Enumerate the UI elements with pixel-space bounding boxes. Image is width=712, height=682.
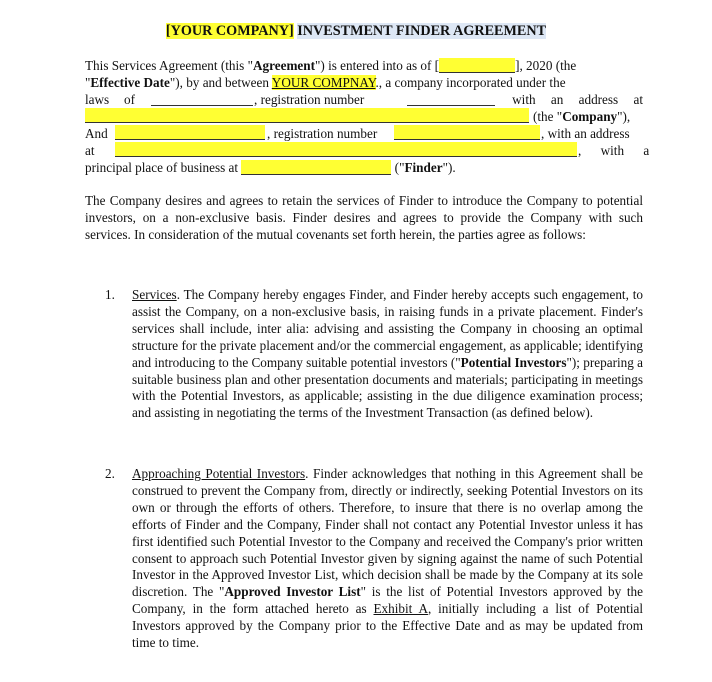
registration-number-blank[interactable] (407, 93, 495, 106)
finder-registration-blank[interactable] (394, 125, 540, 140)
preamble-line-1: This Services Agreement (this "Agreement") is entered into as of [ ], 2020 (the (85, 58, 577, 73)
company-term: Company (562, 109, 618, 124)
preamble-line-5: And , registration number , with an address (85, 126, 630, 141)
effective-date-term: Effective Date (90, 75, 170, 90)
finder-address-blank[interactable] (115, 142, 577, 157)
section-number: 2. (105, 466, 115, 481)
preamble-line-4: (the "Company"), (85, 108, 643, 125)
preamble-line-2: "Effective Date"), by and between YOUR COMPNAY., a company incorporated under the (85, 75, 566, 90)
finder-term: Finder (404, 160, 443, 175)
section-2-text: Approaching Potential Investors. Finder acknowledges that nothing in this Agreement shall be construed to prevent the Company from, directly or indirectly, seeking Potential Investors on its own or through the efforts of others. Therefore, to insure that there is no overlap among the efforts of Finder and the Company, Finder shall not contact any Potential Investor unless it has first identified such Potential Investor to the Company and received the Company's prior written consent to approach such Potential Investor given by signing against the name of such Potential Investor in the Approved Investor List, which decision shall be made by the Company at its sole discretion. The "Approved Investor List" is the list of Potential Investors approved by the Company, in the form attached hereto as Exhibit A, initially including a list of Potential Investors approved by the Company prior to the Effective Date and as may be updated from time to time. (132, 466, 644, 651)
section-heading: Services (132, 287, 177, 302)
company-placeholder[interactable]: [YOUR COMPANY] (165, 23, 294, 39)
defined-term: Potential Investors (460, 354, 567, 370)
agreement-term: Agreement (253, 58, 316, 73)
title-text: INVESTMENT FINDER AGREEMENT (297, 23, 547, 39)
document-title (0, 21, 712, 41)
company-name-placeholder[interactable]: YOUR COMPNAY (271, 75, 376, 90)
laws-of-blank[interactable] (151, 93, 253, 106)
section-number: 1. (105, 287, 115, 302)
section-heading: Approaching Potential Investors (132, 466, 306, 481)
preamble-line-6: at , with a (85, 143, 650, 158)
company-address-blank[interactable] (85, 108, 529, 123)
defined-term: Approved Investor List (224, 584, 361, 600)
section-1-text: Services. The Company hereby engages Finder, and Finder hereby accepts such engagement, to assist the Company, on a non-exclusive basis, in raising funds in a private placement. Finder's services shall include, inter alia: advising and assisting the Company in choosing an optimal structure for the private placement and/or the commercial engagement, as applicable; identifying and introducing to the Company suitable potential investors ("Potential Investors"); preparing a suitable business plan and other presentation documents and materials; participating in meetings with the Potential Investors, as applicable; assisting in the due diligence examination process; and assisting in negotiating the terms of the Investment Transaction (as defined below). (132, 287, 643, 421)
finder-name-blank[interactable] (115, 125, 265, 140)
finder-business-address-blank[interactable] (241, 160, 391, 175)
recital-paragraph: The Company desires and agrees to retain the services of Finder to introduce the Company to potential investors, on a non-exclusive basis. Finder desires and agrees to provide the Company with such services. In consideration of the mutual covenants set forth herein, the parties agree as follows: (85, 193, 643, 243)
date-blank[interactable] (439, 58, 515, 73)
preamble-line-3: laws of , registration number with an address at (85, 92, 643, 107)
preamble-line-7: principal place of business at ("Finder"). (85, 160, 456, 175)
exhibit-link[interactable]: Exhibit A (373, 601, 428, 617)
